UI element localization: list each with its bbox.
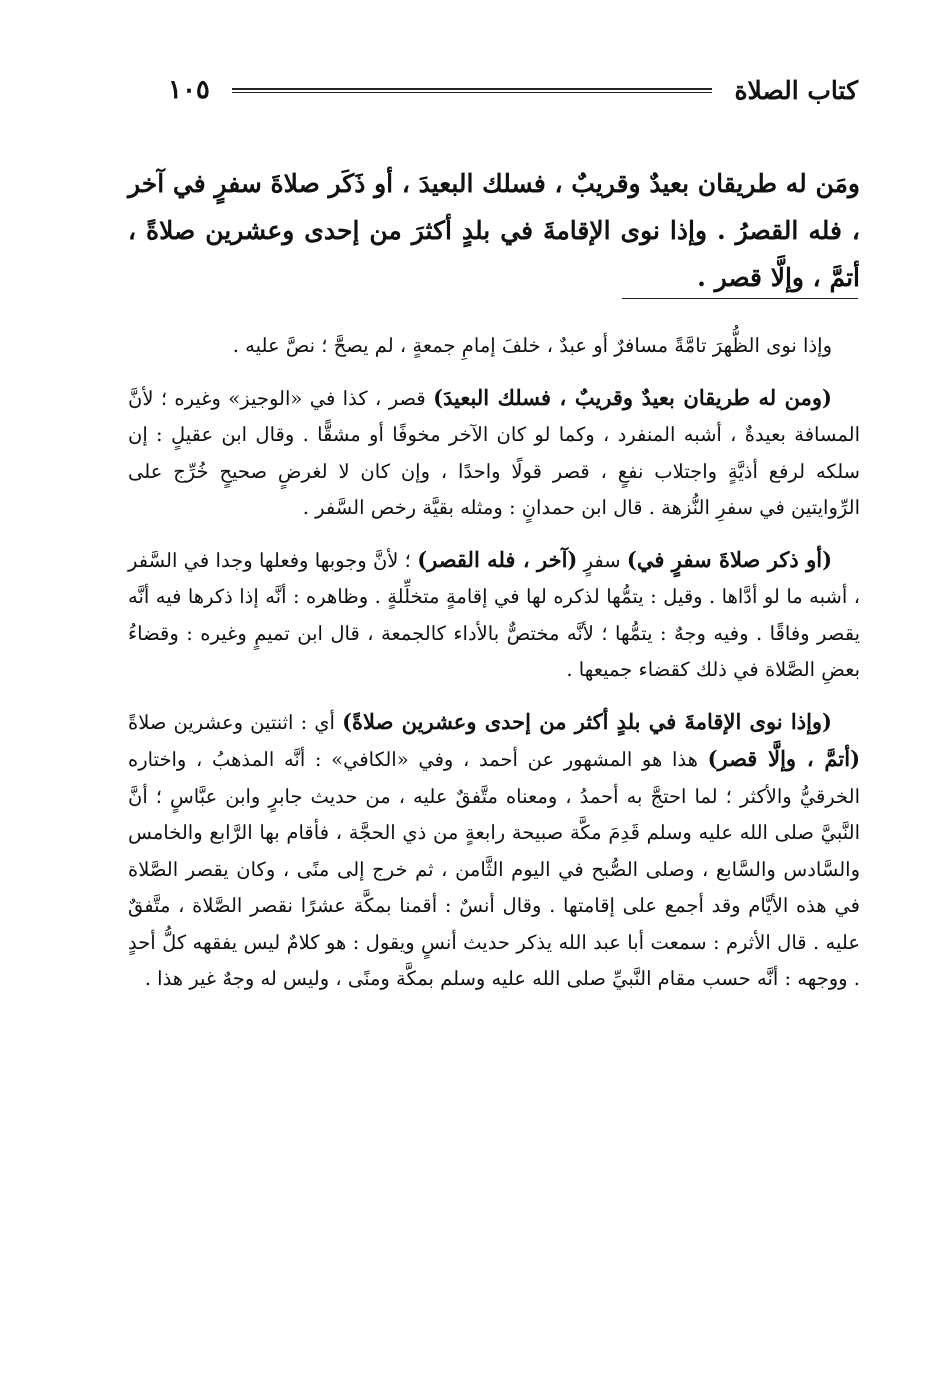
matn-separator-rule [622,298,858,299]
commentary-paragraph-3 [128,542,860,689]
commentary-paragraph-1: وإذا نوى الظُّهرَ تامَّةً مسافرٌ أو عبدٌ ، خلفَ إمامِ جمعةٍ ، لم يصحَّ ؛ نصَّ عليه . [232,334,832,357]
matn-quote: (أتمَّ ، وإلَّا قصر) [707,746,860,771]
commentary-text: أي : اثنتين وعشرين صلاةً [128,710,343,734]
matn-quote: (آخر ، فله القصر) [417,546,578,572]
matn-quote: (وإذا نوى الإقامةَ في بلدٍ أكثر من إحدى وعشرين صلاةً) [342,708,832,734]
commentary-text: ؛ لأنَّ وجوبها وفعلها وجدا في السَّفر ، أشبه ما لو أدَّاها . وقيل : يتمُّها لذكره لها في إقامةٍ متخلِّلةٍ . وظاهره : أنَّه إذا ذكرها فيه أنَّه يقصر وفاقًا . وفيه وجهٌ : يتمُّها ؛ لأنَّه مختصٌّ بالأداء كالجمعة ، قال ابن تميمٍ وغيره : وقضاءُ بعضِ الصَّلاة في ذلك كقضاء جميعها . [128,548,860,681]
running-header [168,70,858,110]
commentary-paragraph-4 [128,704,860,998]
header-rule [232,88,713,93]
commentary-text: قصر ، كذا في «الوجيز» وغيره ؛ لأنَّ المسافة بعيدةٌ ، أشبه المنفرد ، وكما لو كان الآخر مخوفًا أو مشقًّا . وقال ابن عقيلٍ : إن سلكه لرفع أذيَّةٍ واجتلاب نفعٍ ، قصر قولًا واحدًا ، وإن كان لا لغرضٍ صحيحٍ خُرِّج على الرِّوايتين في سفرِ النُّزهة . قال ابن حمدانٍ : ومثله بقيَّة رخص السَّفر . [128,386,860,519]
matn-text: ومَن له طريقان بعيدٌ وقريبٌ ، فسلك البعيدَ ، أو ذَكَر صلاةَ سفرٍ في آخر ، فله القصرُ . وإذا نوى الإقامةَ في بلدٍ أكثرَ من إحدى وعشرين صلاةً ، أتمَّ ، وإلَّا قصر . [128,169,860,292]
chapter-title: كتاب الصلاة [734,75,858,105]
commentary-text: هذا هو المشهور عن أحمد ، وفي «الكافي» : أنَّه المذهبُ ، واختاره الخرقيُّ والأكثر ؛ لما احتجَّ به أحمدُ ، ومعناه متَّفقٌ عليه ، من حديث جابرٍ وابن عبَّاسٍ ؛ أنَّ النَّبيَّ صلى الله عليه وسلم قَدِمَ مكَّة صبيحة رابعةٍ من ذي الحجَّة ، فأقام بها الرَّابع والخامس والسَّادس والسَّابع ، وصلى الصُّبح في اليوم الثَّامن ، ثم خرج إلى منًى ، وكان يقصر الصَّلاة في هذه الأيَّام وقد أجمع على إقامتها . وقال أنسٌ : أقمنا بمكَّة عشرًا نقصر الصَّلاة ، متَّفقٌ عليه . قال الأثرم : سمعت أبا عبد الله يذكر حديث أنسٍ ويقول : هو كلامٌ ليس يفقهه كلُّ أحدٍ . ووجهه : أنَّه حسب مقام النَّبيِّ صلى الله عليه وسلم بمكَّة ومنًى ، وليس له وجهٌ غير هذا . [128,748,860,990]
page-number: ١٠٥ [168,75,210,105]
commentary [128,328,860,1013]
matn-quote: (أو ذكر صلاةَ سفرٍ في) [626,546,833,572]
commentary-paragraph-2 [128,380,860,527]
commentary-text: سفرٍ [577,548,627,572]
matn-quote: (ومن له طريقان بعيدٌ وقريبٌ ، فسلك البعيدَ) [433,384,832,410]
